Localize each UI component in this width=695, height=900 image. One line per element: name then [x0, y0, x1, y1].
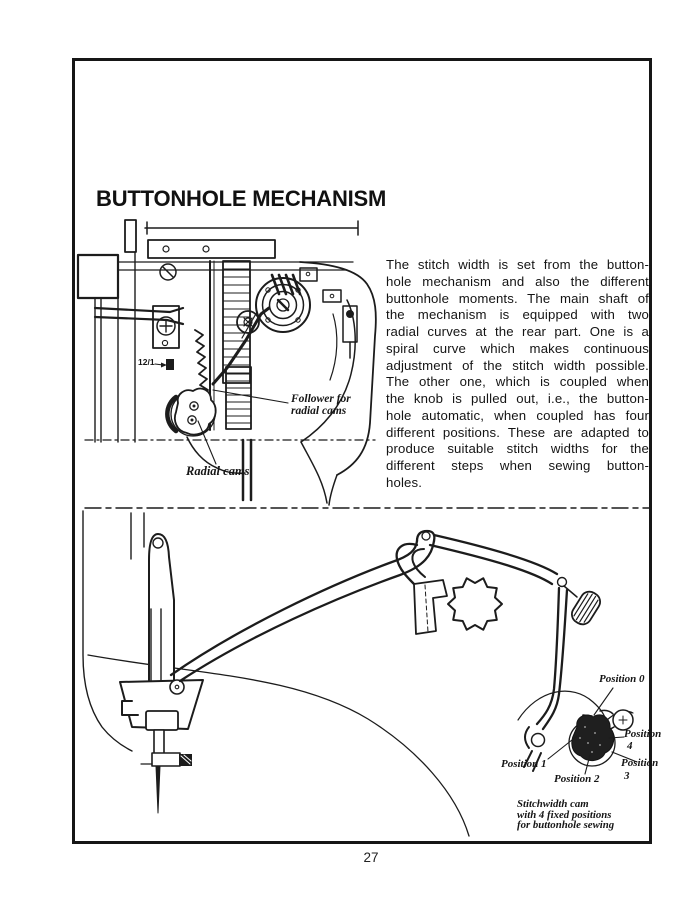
page-title: BUTTONHOLE MECHANISM [96, 186, 387, 211]
body-text-line: spiral curve which makes continuous [386, 340, 649, 356]
position-4-label: Position 4 [624, 728, 662, 752]
follower-for-radial-cams-label: Follower for radial cams [291, 393, 351, 417]
figure-caption: Stitchwidth cam with 4 fixed positions for buttonhole sewing [517, 798, 615, 832]
body-text-line: different steps when sewing button- [386, 458, 649, 473]
stitchwidth-cam-illustration [80, 505, 655, 843]
body-text-line: produce suitable stitch widths for the [386, 441, 649, 457]
body-text-line: holes. [386, 474, 423, 490]
body-text-line: buttonhole moments. The main shaft of [386, 290, 649, 306]
position-2-label: Position 2 [554, 773, 600, 785]
scale-label: 12/1 [138, 357, 155, 367]
buttonhole-mechanism-illustration [75, 218, 385, 505]
position-0-label: Position 0 [599, 673, 645, 685]
body-text [386, 257, 649, 492]
page-number: 27 [363, 850, 379, 865]
radial-cams-label: Radial cams [186, 464, 250, 478]
body-text-line: the mechanism is equipped with two [386, 307, 649, 323]
body-text-line: the knob is pulled out, i.e., the button- [386, 391, 649, 406]
body-text-line: hole mechanism and also the different [386, 273, 649, 289]
body-text-line: adjustment of the stitch width possible. [386, 357, 649, 373]
body-text-line: hole automatic, when coupled has four [386, 407, 649, 423]
body-text-line: radial curves at the rear part. One is a [386, 324, 649, 339]
position-1-label: Position 1 [501, 758, 547, 770]
body-text-line: different positions. These are adapted to [386, 424, 649, 440]
body-text-line: The stitch width is set from the button- [386, 257, 649, 272]
body-text-line: The other one, which is coupled when [386, 374, 649, 390]
position-3-label: Position 3 [621, 757, 659, 782]
